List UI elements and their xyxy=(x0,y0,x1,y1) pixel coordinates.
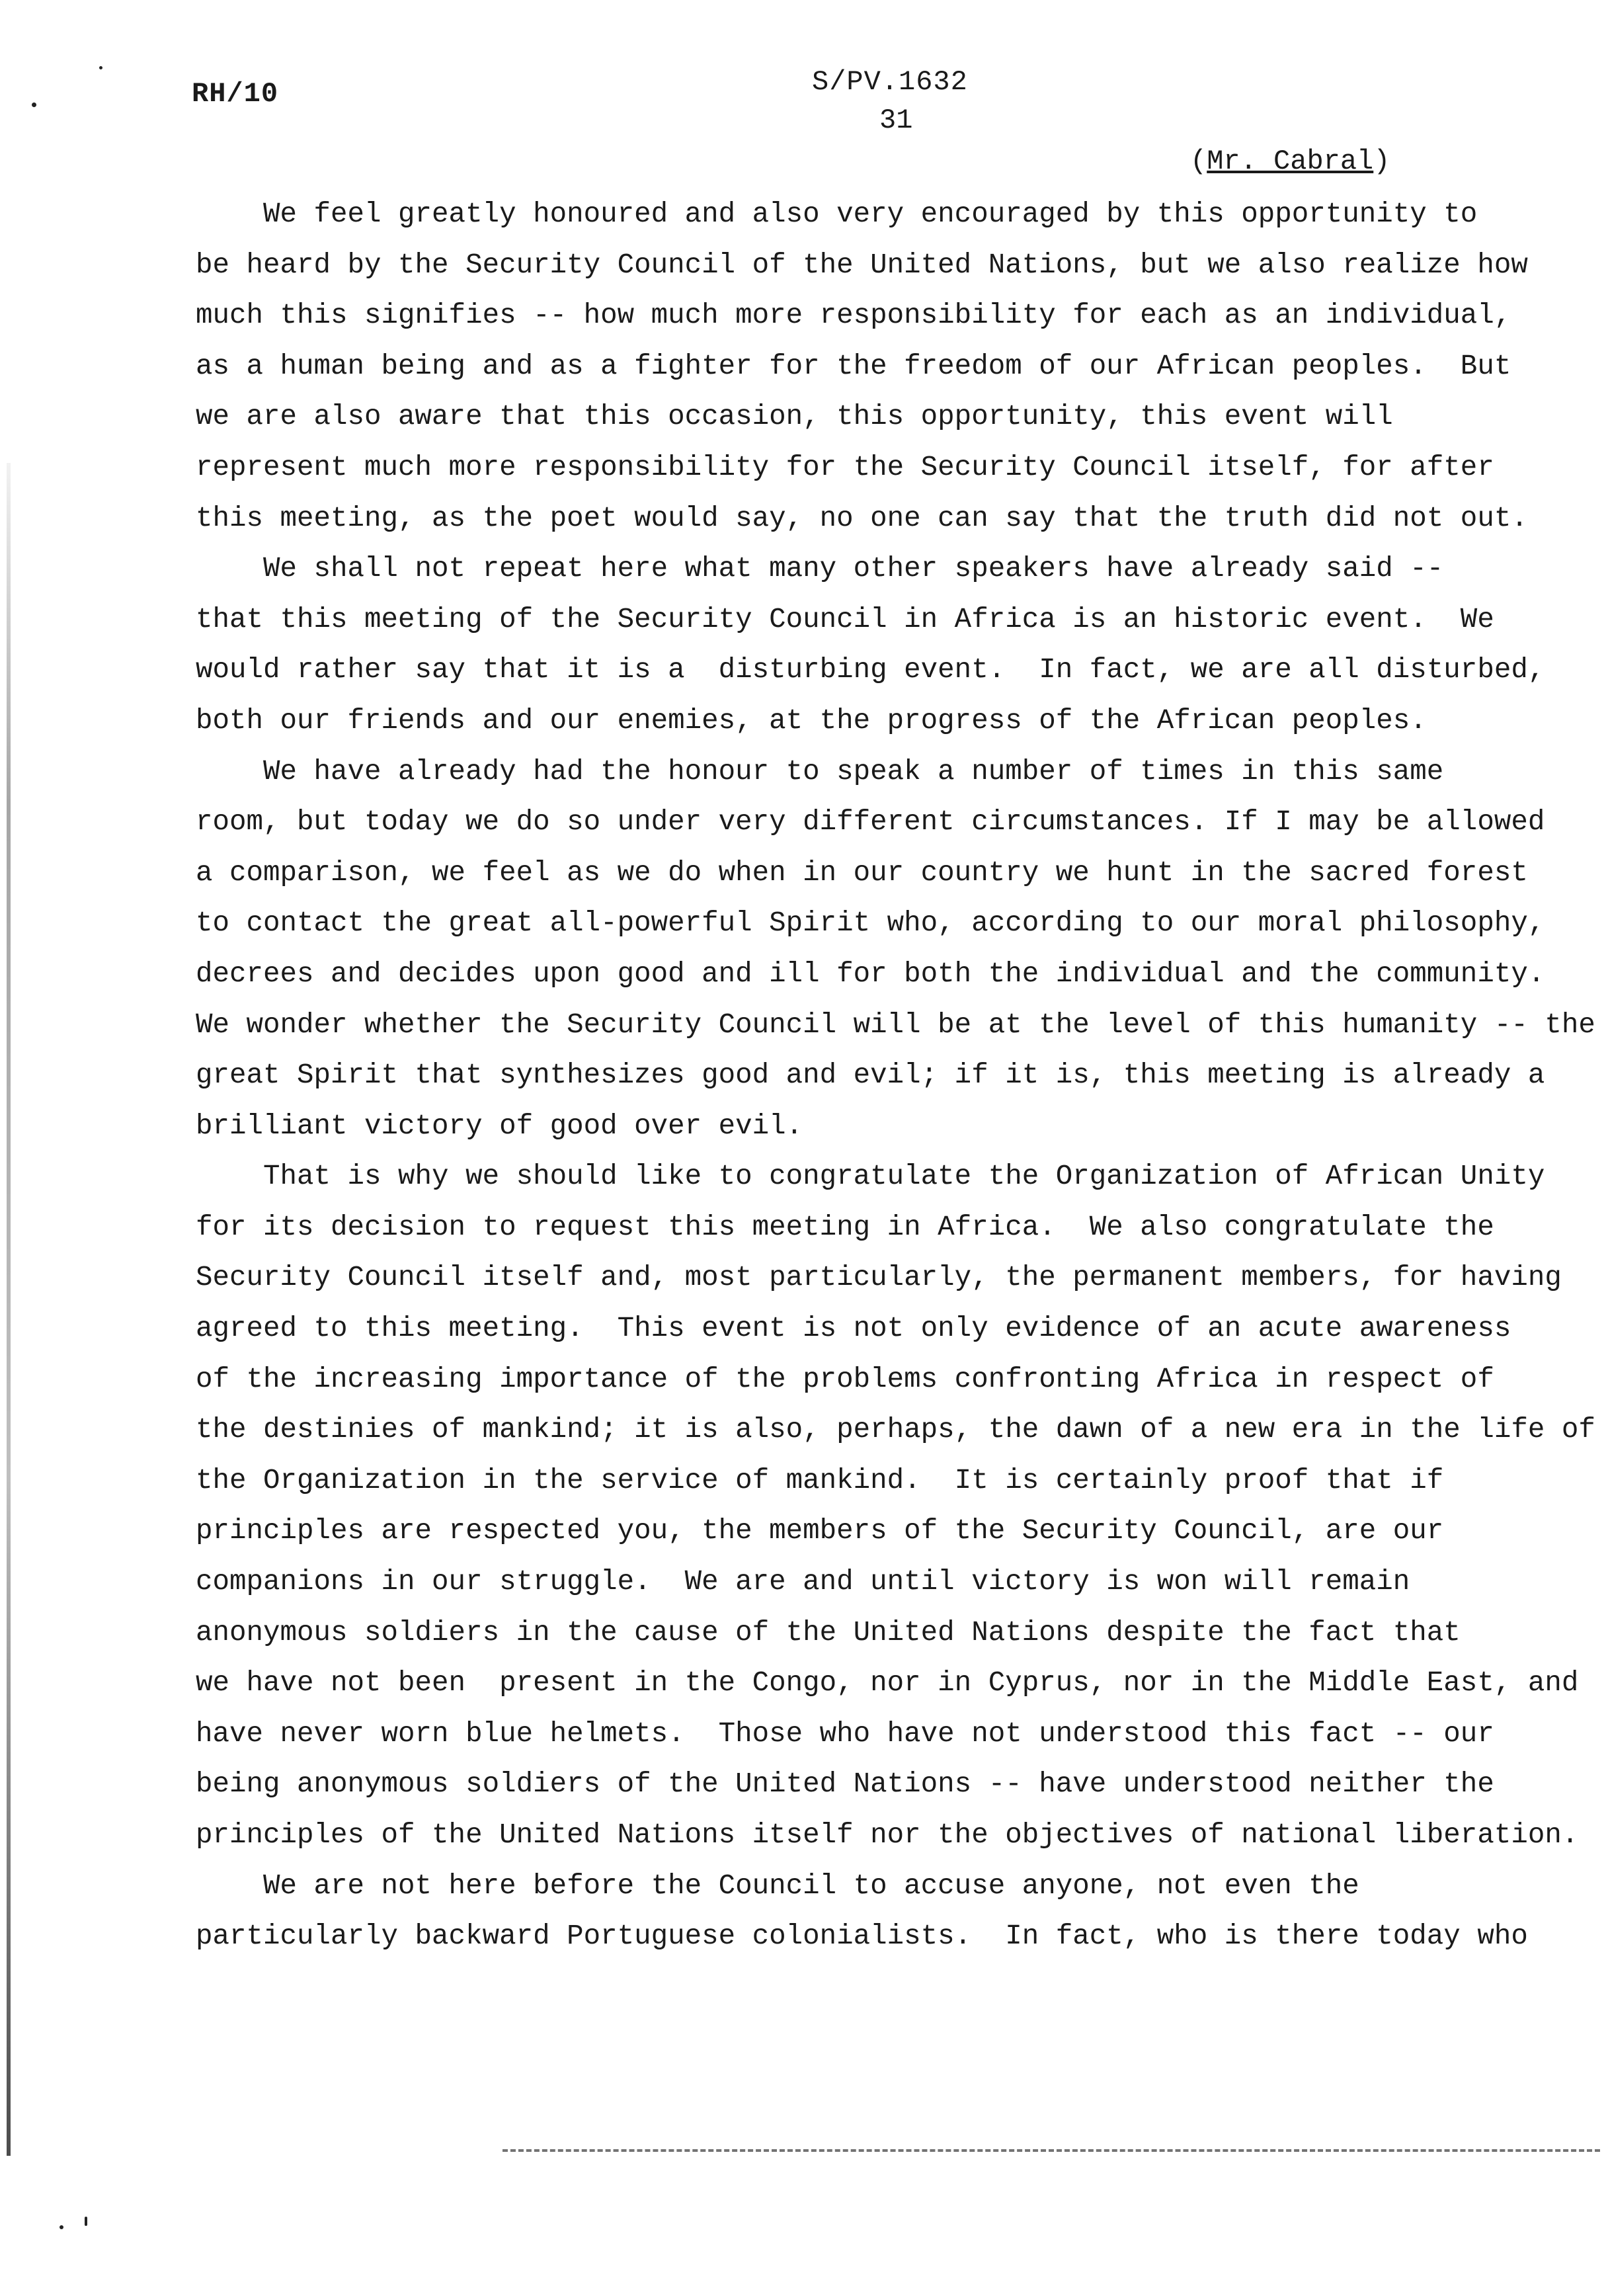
speaker-close-paren: ) xyxy=(1373,145,1390,177)
text-line: brilliant victory of good over evil. xyxy=(196,1110,803,1142)
text-line: as a human being and as a fighter for the freedom of our African peoples. But xyxy=(196,350,1511,382)
text-line: of the increasing importance of the problems confronting Africa in respect of xyxy=(196,1363,1494,1395)
text-line: principles are respected you, the members of the Security Council, are our xyxy=(196,1515,1444,1547)
footer-rule xyxy=(502,2149,1600,2152)
text-line: we are also aware that this occasion, this opportunity, this event will xyxy=(196,401,1393,433)
text-line: represent much more responsibility for the Security Council itself, for after xyxy=(196,451,1494,483)
text-line: to contact the great all-powerful Spirit who, according to our moral philosophy, xyxy=(196,907,1545,940)
text-line: the destinies of mankind; it is also, perhaps, the dawn of a new era in the life of xyxy=(196,1414,1595,1446)
text-line: Security Council itself and, most particularly, the permanent members, for having xyxy=(196,1262,1562,1294)
text-line: principles of the United Nations itself nor the objectives of national liberation. xyxy=(196,1819,1579,1851)
text-line: both our friends and our enemies, at the progress of the African peoples. xyxy=(196,704,1427,737)
document-symbol: S/PV.1632 xyxy=(812,66,968,98)
text-line: we have not been present in the Congo, nor in Cyprus, nor in the Middle East, and xyxy=(196,1667,1579,1700)
text-line: agreed to this meeting. This event is not only evidence of an acute awareness xyxy=(196,1313,1511,1345)
scan-speck xyxy=(99,66,102,69)
text-line: great Spirit that synthesizes good and evil; if it is, this meeting is already a xyxy=(196,1059,1545,1092)
page-number: 31 xyxy=(879,104,913,136)
speaker-name: Mr. Cabral xyxy=(1207,145,1374,177)
text-line: for its decision to request this meeting in Africa. We also congratulate the xyxy=(196,1211,1494,1243)
text-line: that this meeting of the Security Council in Africa is an historic event. We xyxy=(196,603,1494,636)
text-line: We feel greatly honoured and also very encouraged by this opportunity to xyxy=(196,198,1478,230)
text-line: companions in our struggle. We are and until victory is won will remain xyxy=(196,1566,1410,1598)
speaker-open-paren: ( xyxy=(1190,145,1207,177)
text-line: decrees and decides upon good and ill for both the individual and the community. xyxy=(196,958,1545,990)
text-line: That is why we should like to congratulate the Organization of African Unity xyxy=(196,1161,1545,1193)
text-line: be heard by the Security Council of the United Nations, but we also realize how xyxy=(196,249,1528,281)
text-line: being anonymous soldiers of the United Nations -- have understood neither the xyxy=(196,1768,1494,1801)
scan-speck xyxy=(85,2217,87,2226)
text-line: anonymous soldiers in the cause of the United Nations despite the fact that xyxy=(196,1616,1461,1649)
text-line: have never worn blue helmets. Those who have not understood this fact -- our xyxy=(196,1717,1494,1750)
text-line: particularly backward Portuguese colonialists. In fact, who is there today who xyxy=(196,1920,1528,1953)
text-line: much this signifies -- how much more responsibility for each as an individual, xyxy=(196,300,1511,332)
text-line: would rather say that it is a disturbing event. In fact, we are all disturbed, xyxy=(196,654,1545,686)
text-line: this meeting, as the poet would say, no one can say that the truth did not out. xyxy=(196,502,1528,534)
body-text xyxy=(196,189,1601,1962)
reference-code: RH/10 xyxy=(192,78,279,110)
text-line: room, but today we do so under very different circumstances. If I may be allowed xyxy=(196,806,1545,839)
scan-binding-edge xyxy=(7,463,11,2156)
text-line: a comparison, we feel as we do when in our country we hunt in the sacred forest xyxy=(196,856,1528,889)
scan-speck xyxy=(60,2225,63,2229)
text-line: the Organization in the service of mankind. It is certainly proof that if xyxy=(196,1464,1444,1496)
text-line: We wonder whether the Security Council will be at the level of this humanity -- the xyxy=(196,1008,1595,1041)
text-line: We shall not repeat here what many other speakers have already said -- xyxy=(196,553,1444,585)
text-line: We have already had the honour to speak a number of times in this same xyxy=(196,755,1444,788)
speaker-attribution xyxy=(1190,145,1390,177)
text-line: We are not here before the Council to accuse anyone, not even the xyxy=(196,1869,1359,1902)
scan-speck xyxy=(32,102,36,107)
